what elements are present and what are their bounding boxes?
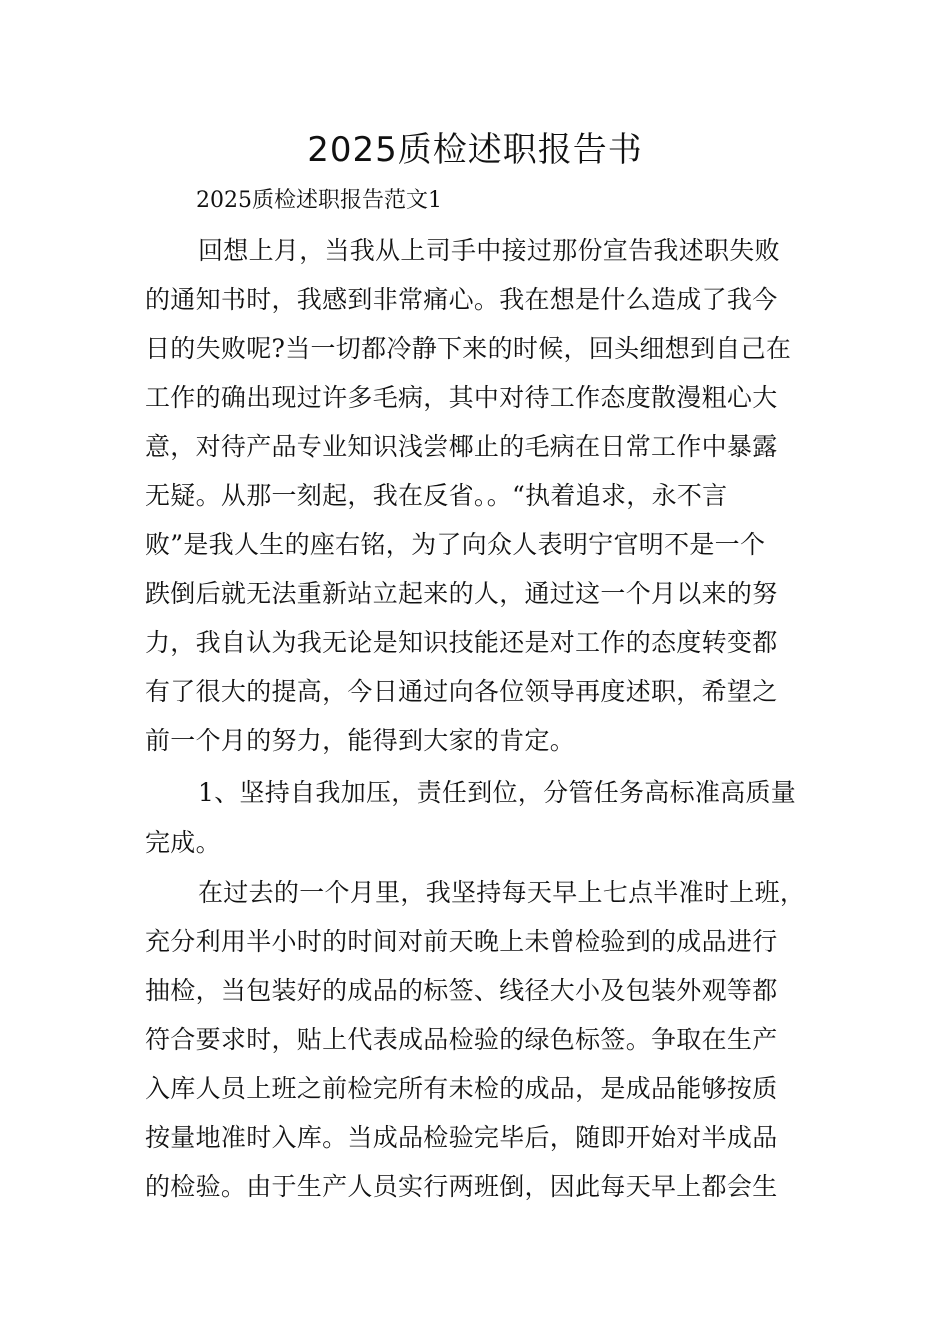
document-title: 2025质检述职报告书 [307,130,643,170]
paragraph-line: 意，对待产品专业知识浅尝椰止的毛病在日常工作中暴露 [145,432,778,461]
paragraph-line: 前一个月的努力，能得到大家的肯定。 [145,726,576,755]
paragraph-line: 抽检，当包装好的成品的标签、线径大小及包装外观等都 [145,976,778,1005]
paragraph-line: 有了很大的提高，今日通过向各位领导再度述职，希望之 [145,677,778,706]
paragraph-line: 的检验。由于生产人员实行两班倒，因此每天早上都会生 [145,1172,778,1201]
document-subtitle: 2025质检述职报告范文1 [196,188,442,213]
paragraph-line: 工作的确出现过许多毛病，其中对待工作态度散漫粗心大 [145,383,778,412]
paragraph-line: 入库人员上班之前检完所有未检的成品，是成品能够按质 [145,1074,778,1103]
paragraph-line: 按量地准时入库。当成品检验完毕后，随即开始对半成品 [145,1123,778,1152]
paragraph-line: 符合要求时，贴上代表成品检验的绿色标签。争取在生产 [145,1025,778,1054]
section-heading-line: 完成。 [145,828,221,857]
paragraph-line: 在过去的一个月里，我坚持每天早上七点半准时上班， [198,878,806,907]
paragraph-line: 的通知书时，我感到非常痛心。我在想是什么造成了我今 [145,285,778,314]
paragraph-line: 日的失败呢?当一切都冷静下来的时候，回头细想到自己在 [145,334,792,363]
paragraph-line: 回想上月，当我从上司手中接过那份宣告我述职失败 [198,236,780,265]
paragraph-line: 力，我自认为我无论是知识技能还是对工作的态度转变都 [145,628,778,657]
section-heading-line: 1、坚持自我加压，责任到位，分管任务高标准高质量 [198,778,797,807]
paragraph-line: 充分利用半小时的时间对前天晚上未曾检验到的成品进行 [145,927,778,956]
paragraph-line: 无疑。从那一刻起，我在反省。。“执着追求，永不言 [145,481,728,510]
paragraph-line: 跌倒后就无法重新站立起来的人，通过这一个月以来的努 [145,579,778,608]
paragraph-line: 败”是我人生的座右铭，为了向众人表明宁官明不是一个 [145,530,766,559]
